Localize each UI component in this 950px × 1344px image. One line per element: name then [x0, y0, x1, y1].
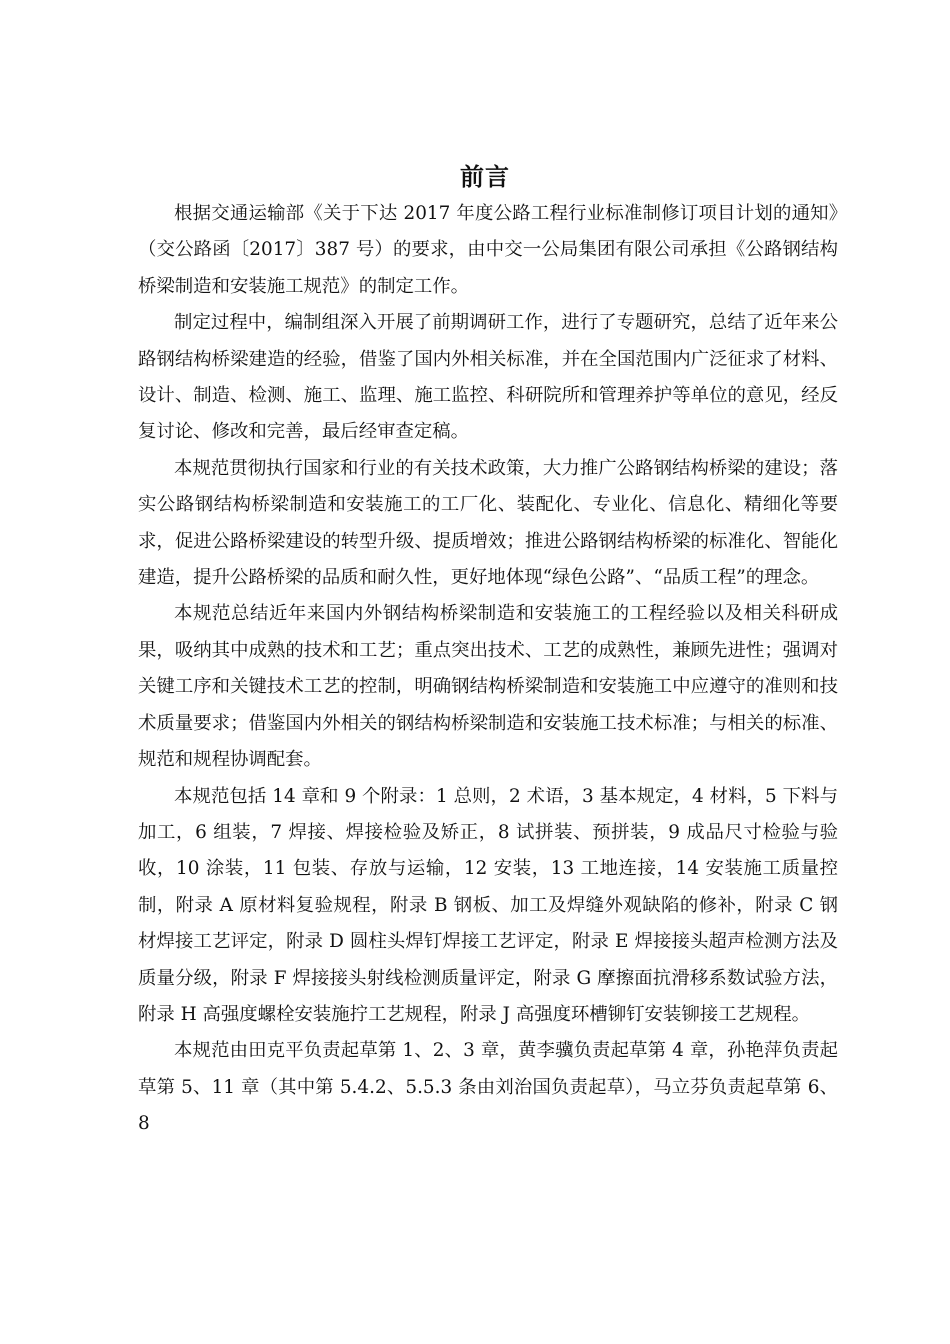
paragraph-5: 本规范包括 14 章和 9 个附录：1 总则，2 术语，3 基本规定，4 材料，5 下料与加工，6 组装，7 焊接、焊接检验及矫正，8 试拼装、预拼装，9 成品尺寸检验与验收，10 涂装，11 包装、存放与运输，12 安装，13 工地连接，14 安装施工质量控制，附录 A 原材料复验规程，附录 B 钢板、加工及焊缝外观缺陷的修补，附录 C 钢材焊接工艺评定，附录 D 圆柱头焊钉焊接工艺评定，附录 E 焊接接头超声检测方法及质量分级，附录 F 焊接接头射线检测质量评定，附录 G 摩擦面抗滑移系数试验方法，附录 H 高强度螺栓安装施拧工艺规程，附录 J 高强度环槽铆钉安装铆接工艺规程。 — [138, 785, 838, 1025]
page-title: 前言 — [460, 163, 510, 192]
paragraph-3: 本规范贯彻执行国家和行业的有关技术政策，大力推广公路钢结构桥梁的建设；落实公路钢结构桥梁制造和安装施工的工厂化、装配化、专业化、信息化、精细化等要求，促进公路桥梁建设的转型升级、提质增效；推进公路钢结构桥梁的标准化、智能化建造，提升公路桥梁的品质和耐久性，更好地体现“绿色公路”、“品质工程”的理念。 — [138, 457, 838, 589]
paragraph-4: 本规范总结近年来国内外钢结构桥梁制造和安装施工的工程经验以及相关科研成果，吸纳其中成熟的技术和工艺；重点突出技术、工艺的成熟性，兼顾先进性；强调对关键工序和关键技术工艺的控制，明确钢结构桥梁制造和安装施工中应遵守的准则和技术质量要求；借鉴国内外相关的钢结构桥梁制造和安装施工技术标准；与相关的标准、规范和规程协调配套。 — [138, 603, 838, 771]
paragraph-1: 根据交通运输部《关于下达 2017 年度公路工程行业标准制修订项目计划的通知》（交公路函〔2017〕387 号）的要求，由中交一公局集团有限公司承担《公路钢结构桥梁制造和安装施工规范》的制定工作。 — [138, 203, 838, 297]
paragraph-6: 本规范由田克平负责起草第 1、2、3 章，黄李骥负责起草第 4 章，孙艳萍负责起草第 5、11 章（其中第 5.4.2、5.5.3 条由刘治国负责起草），马立芬负责起草第 6、8 — [138, 1040, 838, 1135]
preface-body — [138, 196, 838, 1143]
paragraph-2: 制定过程中，编制组深入开展了前期调研工作，进行了专题研究，总结了近年来公路钢结构桥梁建造的经验，借鉴了国内外相关标准，并在全国范围内广泛征求了材料、设计、制造、检测、施工、监理、施工监控、科研院所和管理养护等单位的意见，经反复讨论、修改和完善，最后经审查定稿。 — [138, 312, 838, 443]
